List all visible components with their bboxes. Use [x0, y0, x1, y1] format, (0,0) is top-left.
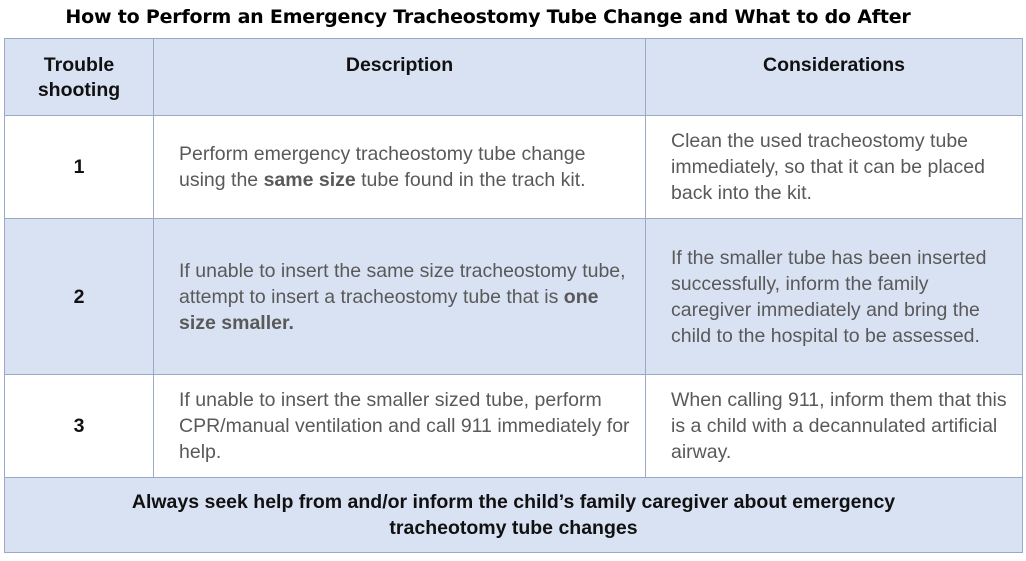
description-text: tube found in the trach kit. [355, 169, 586, 191]
description-emphasis: same size [263, 169, 356, 191]
row-number: 3 [5, 375, 154, 478]
table-row [5, 116, 1023, 219]
row-description [154, 375, 646, 478]
row-description [154, 116, 646, 219]
row-considerations: When calling 911, inform them that this is a child with a decannulated artificial airway. [646, 375, 1023, 478]
header-troubleshooting-line1: Trouble [43, 54, 115, 76]
row-description [154, 219, 646, 375]
header-troubleshooting [5, 39, 154, 116]
row-considerations: If the smaller tube has been inserted successfully, inform the family caregiver immediately and bring the child to the hospital to be assessed. [646, 219, 1023, 375]
table-row [5, 219, 1023, 375]
table-header-row [5, 39, 1023, 116]
table-footer-row [5, 478, 1023, 553]
table-row [5, 375, 1023, 478]
footer-note [5, 478, 1023, 553]
header-considerations-label: Considerations [763, 54, 905, 76]
troubleshooting-table [4, 38, 1023, 553]
header-description [154, 39, 646, 116]
page-title: How to Perform an Emergency Tracheostomy Tube Change and What to do After [65, 6, 911, 28]
row-number: 2 [5, 219, 154, 375]
row-number: 1 [5, 116, 154, 219]
row-considerations: Clean the used tracheostomy tube immediately, so that it can be placed back into the kit. [646, 116, 1023, 219]
description-text: If unable to insert the same size tracheostomy tube, attempt to insert a tracheostomy tube that is [179, 259, 626, 308]
header-description-label: Description [345, 54, 454, 76]
footer-note-text: Always seek help from and/or inform the child’s family caregiver about emergency tracheotomy tube changes [131, 491, 896, 539]
header-considerations [646, 39, 1023, 116]
description-emphasis: one size smaller. [179, 285, 599, 334]
header-troubleshooting-line2: shooting [37, 79, 121, 101]
description-text: Perform emergency tracheostomy tube change using the [179, 143, 586, 191]
description-text: If unable to insert the smaller sized tube, perform CPR/manual ventilation and call 911 immediately for help. [179, 389, 630, 463]
